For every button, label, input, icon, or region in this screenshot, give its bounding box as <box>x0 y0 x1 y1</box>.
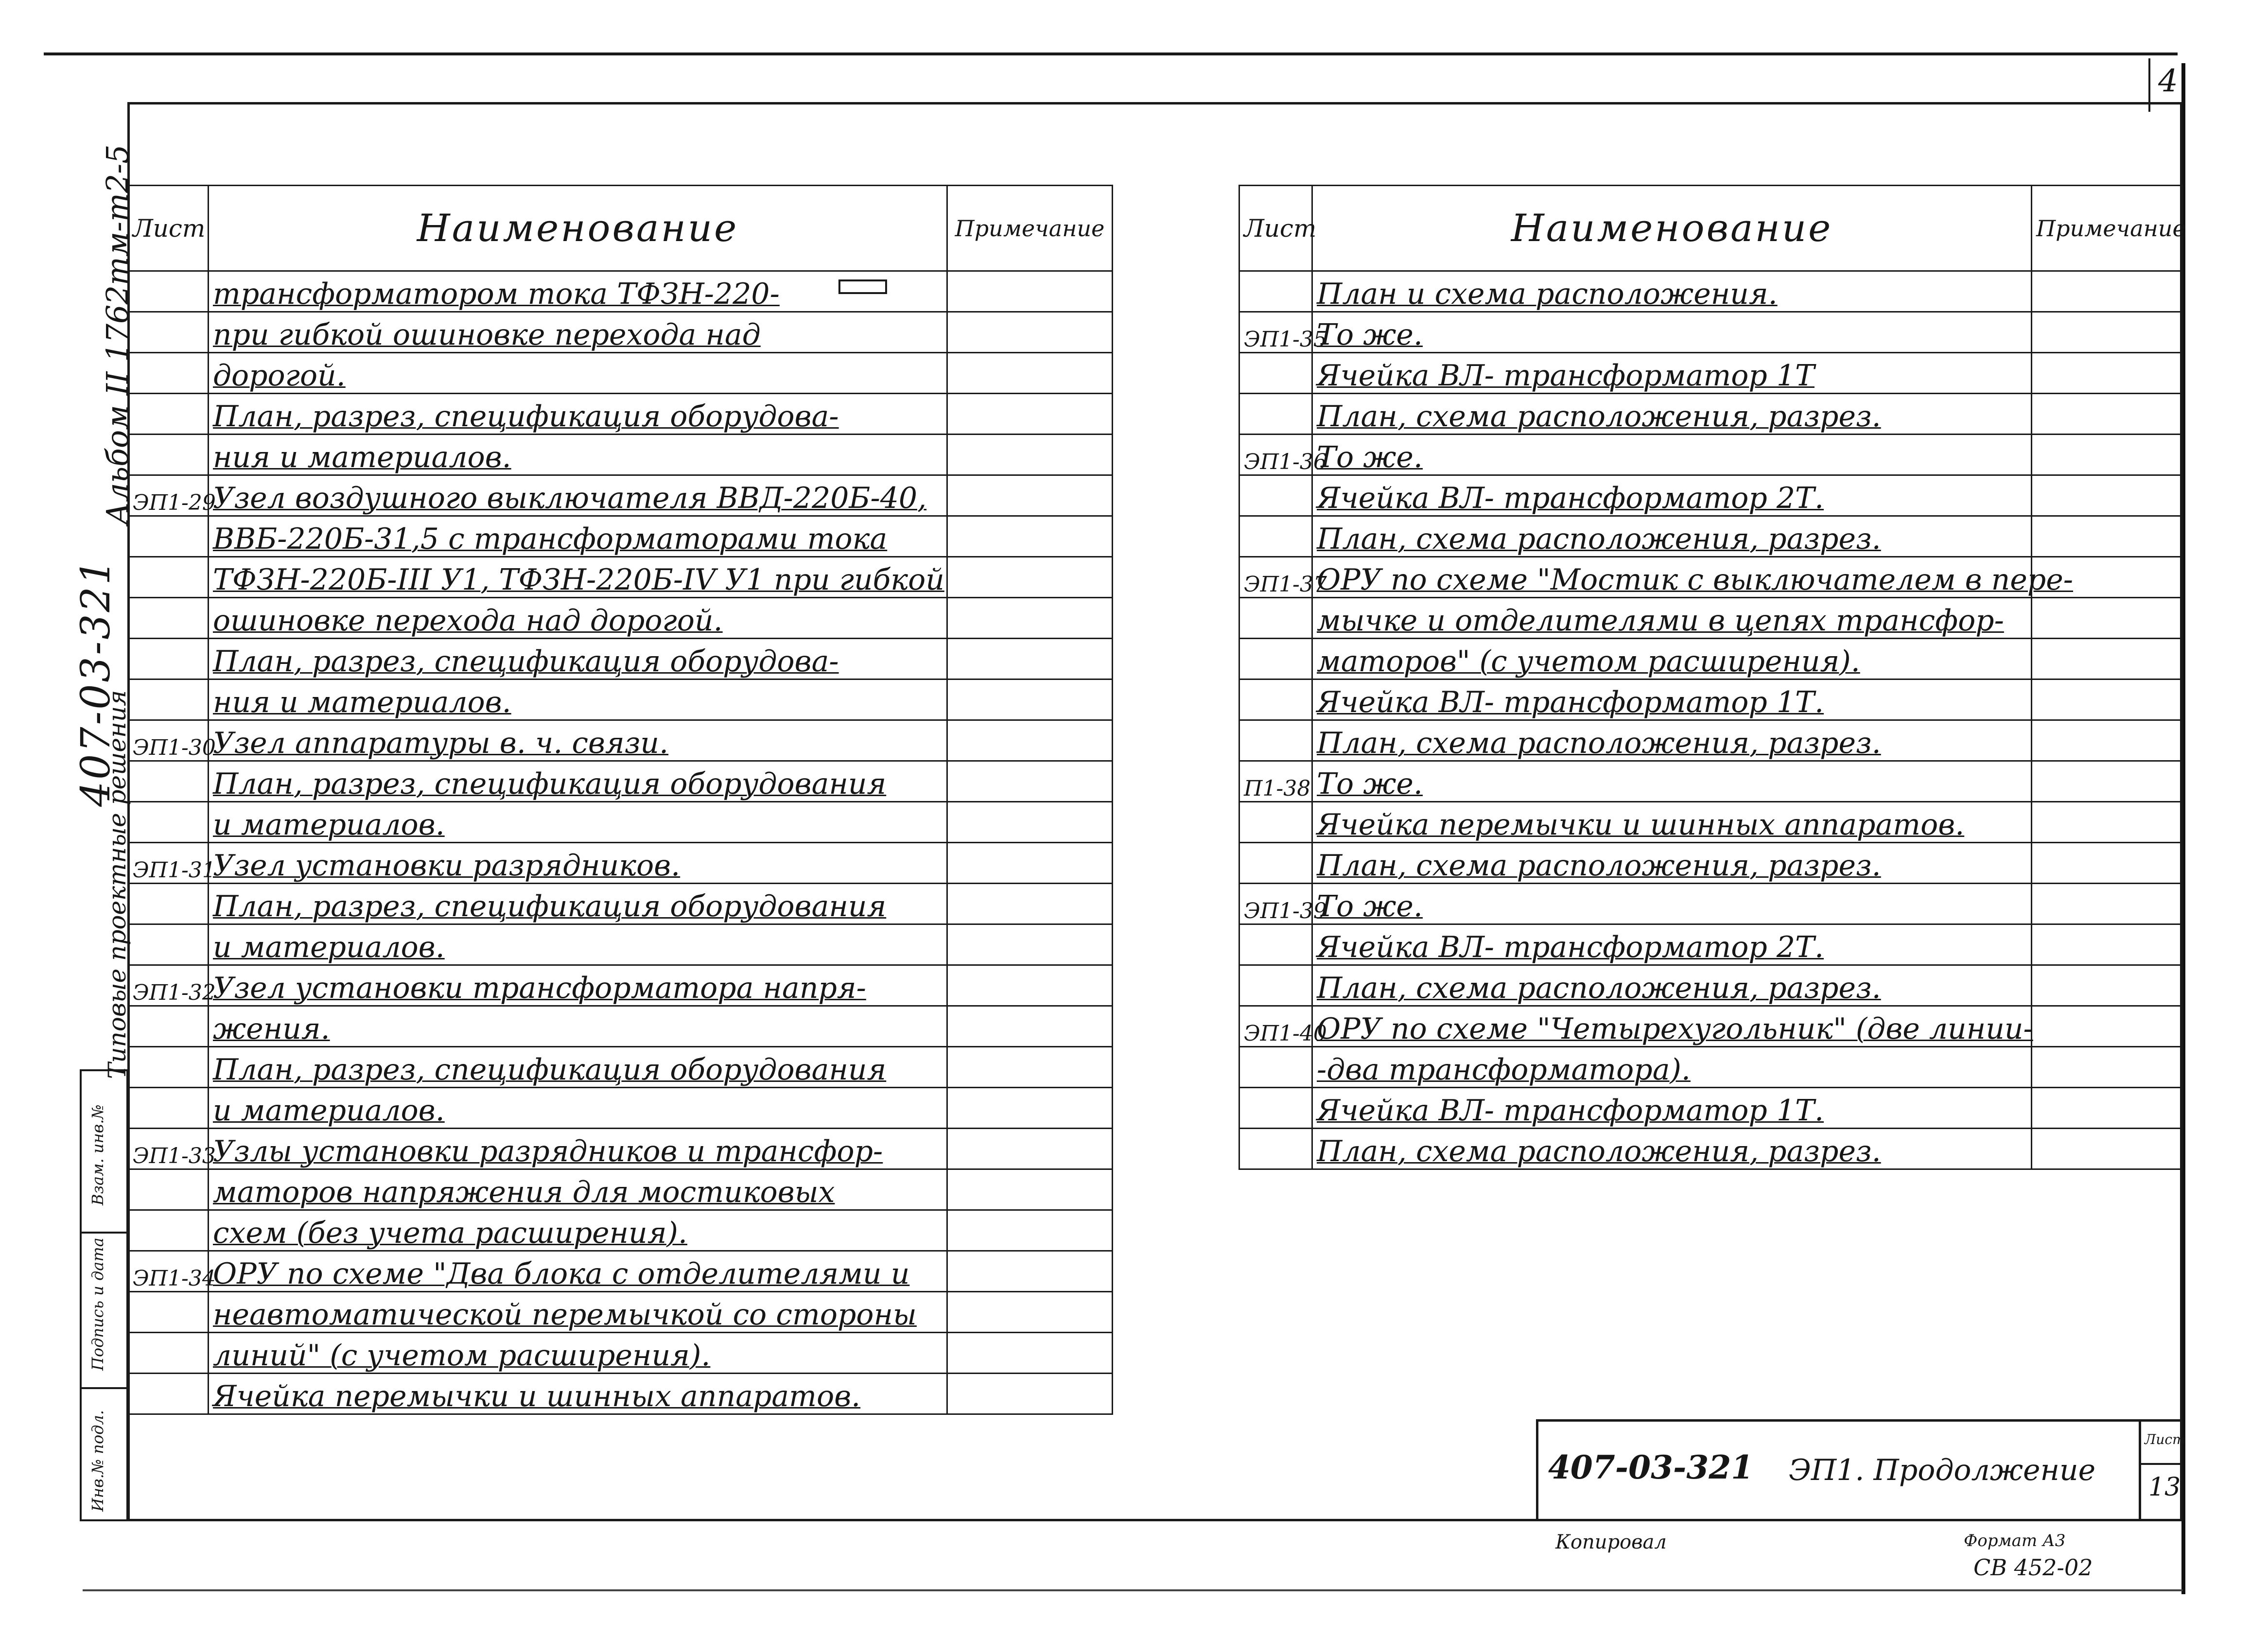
row-name <box>209 1251 947 1292</box>
row-name <box>209 1210 947 1251</box>
row-note <box>2032 679 2182 720</box>
row-name-text: План, схема расположения, разрез. <box>1317 522 1881 556</box>
row-sheet-code <box>128 312 209 353</box>
table-row <box>1239 679 2182 720</box>
table-row <box>1239 271 2182 312</box>
stamp-signature-date: Подпись и дата <box>88 1237 107 1371</box>
row-note <box>2032 516 2182 557</box>
row-sheet-code <box>128 394 209 435</box>
row-name-text: План, схема расположения, разрез. <box>1317 400 1881 434</box>
row-name <box>209 802 947 843</box>
row-sheet-code: ЭП1-32 <box>128 965 209 1006</box>
row-note <box>2032 1129 2182 1169</box>
row-name <box>1312 1129 2032 1169</box>
table-row <box>128 1169 1113 1210</box>
row-sheet-code <box>128 802 209 843</box>
row-note <box>2032 353 2182 394</box>
row-note <box>947 1333 1113 1374</box>
row-name <box>1312 965 2032 1006</box>
table-row <box>128 475 1113 516</box>
row-name-text: Ячейка ВЛ- трансформатор 1Т <box>1317 359 1815 393</box>
row-sheet-code <box>1239 475 1312 516</box>
title-block-code: 407-03-321 <box>1548 1448 1754 1486</box>
table-row <box>128 965 1113 1006</box>
row-sheet-code: П1-38 <box>1239 761 1312 802</box>
row-name <box>1312 353 2032 394</box>
table-row <box>128 1374 1113 1414</box>
row-name-text: План, схема расположения, разрез. <box>1317 1134 1881 1168</box>
row-name <box>209 598 947 639</box>
table-row <box>128 598 1113 639</box>
row-name-text: То же. <box>1317 318 1423 352</box>
row-name <box>209 516 947 557</box>
table-row <box>128 843 1113 884</box>
series-label: Типовые проектные решения <box>103 690 131 1079</box>
table-row <box>128 557 1113 598</box>
row-name-text: ОРУ по схеме "Два блока с отделителями и <box>213 1257 910 1291</box>
table-row <box>1239 557 2182 598</box>
table-row <box>1239 843 2182 884</box>
row-sheet-code <box>128 1006 209 1047</box>
row-note <box>2032 312 2182 353</box>
sheet-list-left <box>127 185 1113 1415</box>
row-note <box>947 843 1113 884</box>
row-name-text: и материалов. <box>213 808 445 842</box>
row-note <box>947 924 1113 965</box>
row-name <box>209 965 947 1006</box>
table-row <box>128 720 1113 761</box>
row-note <box>2032 720 2182 761</box>
row-name <box>1312 516 2032 557</box>
table-row <box>1239 761 2182 802</box>
row-sheet-code <box>1239 1088 1312 1129</box>
row-name-text: То же. <box>1317 767 1423 801</box>
row-name-text: ТФЗН-220Б-III У1, ТФЗН-220Б-IV У1 при гибкой <box>213 563 944 597</box>
row-note <box>947 1088 1113 1129</box>
row-name <box>1312 924 2032 965</box>
margin-document-code: 407-03-321 <box>73 557 119 807</box>
stamp-replaced-inv: Взам. инв.№ <box>88 1104 107 1205</box>
row-note <box>947 557 1113 598</box>
title-block-title: ЭП1. Продолжение <box>1789 1453 2096 1487</box>
table-row <box>128 679 1113 720</box>
row-sheet-code <box>128 516 209 557</box>
row-name <box>1312 843 2032 884</box>
row-name <box>1312 679 2032 720</box>
table-row <box>128 435 1113 475</box>
table-row <box>1239 924 2182 965</box>
row-name <box>209 720 947 761</box>
row-name-text: и материалов. <box>213 1094 445 1128</box>
row-note <box>947 1251 1113 1292</box>
row-name-text: схем (без учета расширения). <box>213 1216 688 1250</box>
row-note <box>2032 884 2182 924</box>
row-sheet-code <box>1239 924 1312 965</box>
row-name <box>209 1292 947 1333</box>
row-sheet-code <box>128 271 209 312</box>
row-sheet-code <box>128 598 209 639</box>
row-name <box>209 843 947 884</box>
row-name-text: линий" (с учетом расширения). <box>213 1339 711 1373</box>
row-name-text: Ячейка ВЛ- трансформатор 2Т. <box>1317 930 1824 964</box>
row-note <box>947 1129 1113 1169</box>
table-row <box>128 639 1113 679</box>
header-note: Примечание <box>2032 186 2182 271</box>
row-name-text: маторов" (с учетом расширения). <box>1317 644 1860 679</box>
row-name-text: дорогой. <box>213 359 346 393</box>
row-name <box>209 1333 947 1374</box>
row-name <box>1312 761 2032 802</box>
table-row <box>1239 802 2182 843</box>
row-name-text: План и схема расположения. <box>1317 277 1778 311</box>
row-name-text: План, разрез, спецификация оборудования <box>213 1053 887 1087</box>
table-row <box>1239 312 2182 353</box>
row-name-text: Узел установки трансформатора напря- <box>213 971 866 1005</box>
row-name-text: Узлы установки разрядников и трансфор- <box>213 1134 883 1168</box>
row-name <box>209 679 947 720</box>
row-name <box>209 884 947 924</box>
row-name-text: Ячейка перемычки и шинных аппаратов. <box>213 1379 861 1413</box>
row-name-text: Ячейка ВЛ- трансформатор 2Т. <box>1317 481 1824 515</box>
table-row <box>128 761 1113 802</box>
row-name <box>209 475 947 516</box>
row-name-text: План, разрез, спецификация оборудова- <box>213 644 839 679</box>
table-row <box>128 1210 1113 1251</box>
row-name-text: Узел воздушного выключателя ВВД-220Б-40, <box>213 481 927 515</box>
row-name-text: жения. <box>213 1012 330 1046</box>
row-sheet-code <box>1239 394 1312 435</box>
row-name-text: -два трансформатора). <box>1317 1053 1691 1087</box>
row-note <box>947 1292 1113 1333</box>
table-row <box>128 1088 1113 1129</box>
table-row <box>1239 475 2182 516</box>
row-name <box>1312 598 2032 639</box>
row-note <box>2032 394 2182 435</box>
row-note <box>947 475 1113 516</box>
table-row <box>128 884 1113 924</box>
table-row <box>128 1006 1113 1047</box>
row-note <box>947 720 1113 761</box>
row-name-text: План, разрез, спецификация оборудования <box>213 889 887 923</box>
table-header <box>128 186 1113 271</box>
row-sheet-code <box>128 353 209 394</box>
row-sheet-code <box>128 1333 209 1374</box>
copied-by-label: Копировал <box>1555 1531 1667 1553</box>
bottom-rule <box>83 1589 2182 1591</box>
row-name <box>209 1129 947 1169</box>
row-sheet-code <box>128 924 209 965</box>
table-row <box>1239 1088 2182 1129</box>
table-row <box>128 1251 1113 1292</box>
row-note <box>2032 1088 2182 1129</box>
row-note <box>947 1210 1113 1251</box>
row-name <box>209 557 947 598</box>
row-sheet-code <box>128 1169 209 1210</box>
row-sheet-code <box>128 1047 209 1088</box>
row-note <box>2032 761 2182 802</box>
row-name <box>1312 639 2032 679</box>
row-name-text: при гибкой ошиновке перехода над <box>213 318 761 352</box>
row-name-text: ния и материалов. <box>213 440 511 474</box>
table-row <box>1239 1006 2182 1047</box>
table-row <box>128 1333 1113 1374</box>
row-note <box>947 679 1113 720</box>
row-sheet-code <box>128 761 209 802</box>
row-name <box>209 1047 947 1088</box>
table-row <box>1239 394 2182 435</box>
row-sheet-code: ЭП1-34 <box>128 1251 209 1292</box>
table-row <box>1239 965 2182 1006</box>
row-name-text: План, схема расположения, разрез. <box>1317 726 1881 760</box>
table-row <box>128 1292 1113 1333</box>
row-name-text: Ячейка перемычки и шинных аппаратов. <box>1317 808 1965 842</box>
header-name: Наименование <box>209 186 947 271</box>
row-sheet-code <box>1239 802 1312 843</box>
table-header <box>1239 186 2182 271</box>
row-note <box>2032 598 2182 639</box>
row-name <box>1312 1006 2032 1047</box>
row-sheet-code <box>128 884 209 924</box>
row-sheet-code: ЭП1-40 <box>1239 1006 1312 1047</box>
table-row <box>128 1047 1113 1088</box>
header-sheet: Лист <box>128 186 209 271</box>
row-note <box>947 1047 1113 1088</box>
row-name-text: План, схема расположения, разрез. <box>1317 849 1881 883</box>
row-sheet-code: ЭП1-30 <box>128 720 209 761</box>
row-name-text: ВВБ-220Б-31,5 с трансформаторами тока <box>213 522 888 556</box>
row-sheet-code <box>128 1374 209 1414</box>
row-sheet-code <box>1239 720 1312 761</box>
row-name-text: трансформатором тока ТФЗН-220- <box>213 277 780 311</box>
row-name-text: План, разрез, спецификация оборудова- <box>213 400 839 434</box>
row-sheet-code <box>128 557 209 598</box>
row-note <box>947 1374 1113 1414</box>
row-name-text: Ячейка ВЛ- трансформатор 1Т. <box>1317 1094 1824 1128</box>
table-row <box>1239 1047 2182 1088</box>
row-name <box>209 394 947 435</box>
table-row <box>128 271 1113 312</box>
row-sheet-code: ЭП1-39 <box>1239 884 1312 924</box>
row-sheet-code <box>128 679 209 720</box>
row-sheet-code: ЭП1-36 <box>1239 435 1312 475</box>
table-row <box>128 353 1113 394</box>
row-name <box>1312 1047 2032 1088</box>
row-note <box>947 353 1113 394</box>
table-row <box>128 516 1113 557</box>
row-sheet-code <box>1239 271 1312 312</box>
row-name <box>209 761 947 802</box>
row-name-text: ния и материалов. <box>213 685 511 719</box>
row-name <box>209 1088 947 1129</box>
row-note <box>947 884 1113 924</box>
row-name-text: То же. <box>1317 889 1423 923</box>
top-rule <box>44 52 2178 55</box>
row-note <box>947 394 1113 435</box>
row-name <box>1312 475 2032 516</box>
page-corner-number: 4 <box>2158 63 2178 99</box>
table-row <box>1239 435 2182 475</box>
table-row <box>1239 1129 2182 1169</box>
row-sheet-code <box>1239 353 1312 394</box>
row-note <box>2032 639 2182 679</box>
album-label: Альбом II 1762тм-т2-5 <box>100 144 135 525</box>
row-sheet-code <box>128 639 209 679</box>
row-note <box>2032 271 2182 312</box>
row-name-text: Узел аппаратуры в. ч. связи. <box>213 726 669 760</box>
row-name <box>1312 1088 2032 1129</box>
row-name <box>209 435 947 475</box>
row-name-text: План, схема расположения, разрез. <box>1317 971 1881 1005</box>
title-block-sheet-number: 13 <box>2148 1473 2181 1502</box>
row-sheet-code <box>1239 1129 1312 1169</box>
row-sheet-code <box>1239 639 1312 679</box>
row-sheet-code <box>128 435 209 475</box>
row-note <box>947 598 1113 639</box>
row-name <box>1312 394 2032 435</box>
row-note <box>947 312 1113 353</box>
row-name <box>209 312 947 353</box>
row-sheet-code <box>1239 516 1312 557</box>
row-sheet-code: ЭП1-33 <box>128 1129 209 1169</box>
blank-box-icon <box>838 279 887 294</box>
sheet-list-right <box>1239 185 2186 1170</box>
row-name <box>209 1006 947 1047</box>
format-label: Формат А3 <box>1964 1531 2066 1550</box>
table-row <box>128 394 1113 435</box>
stamp-original-inv: Инв.№ подл. <box>88 1410 107 1512</box>
row-name <box>1312 271 2032 312</box>
table-row <box>1239 353 2182 394</box>
row-note <box>2032 475 2182 516</box>
table-row <box>1239 516 2182 557</box>
table-row <box>128 312 1113 353</box>
row-name-text: маторов напряжения для мостиковых <box>213 1175 835 1209</box>
row-sheet-code <box>1239 965 1312 1006</box>
row-note <box>947 1169 1113 1210</box>
row-name <box>209 271 947 312</box>
row-name-text: То же. <box>1317 440 1423 474</box>
row-name-text: ОРУ по схеме "Мостик с выключателем в пере- <box>1317 563 2073 597</box>
header-note: Примечание <box>947 186 1113 271</box>
row-name <box>209 1374 947 1414</box>
row-note <box>2032 1047 2182 1088</box>
row-sheet-code: ЭП1-29 <box>128 475 209 516</box>
row-note <box>947 965 1113 1006</box>
row-sheet-code <box>1239 843 1312 884</box>
row-sheet-code <box>1239 1047 1312 1088</box>
header-sheet: Лист <box>1239 186 1312 271</box>
row-note <box>947 271 1113 312</box>
row-note <box>947 639 1113 679</box>
row-note <box>947 516 1113 557</box>
row-note <box>947 761 1113 802</box>
row-sheet-code: ЭП1-37 <box>1239 557 1312 598</box>
row-name <box>1312 435 2032 475</box>
row-name <box>209 924 947 965</box>
row-name <box>1312 802 2032 843</box>
row-name-text: ОРУ по схеме "Четырехугольник" (две линии- <box>1317 1012 2033 1046</box>
header-name: Наименование <box>1312 186 2032 271</box>
row-name <box>1312 312 2032 353</box>
row-name <box>209 353 947 394</box>
row-name <box>209 639 947 679</box>
table-row <box>1239 884 2182 924</box>
row-name <box>1312 720 2032 761</box>
row-name-text: ошиновке перехода над дорогой. <box>213 604 723 638</box>
row-note <box>2032 924 2182 965</box>
row-sheet-code <box>128 1292 209 1333</box>
row-name-text: и материалов. <box>213 930 445 964</box>
row-name-text: План, разрез, спецификация оборудования <box>213 767 887 801</box>
row-note <box>2032 1006 2182 1047</box>
row-sheet-code: ЭП1-31 <box>128 843 209 884</box>
row-note <box>947 435 1113 475</box>
row-note <box>2032 965 2182 1006</box>
archive-stamp: СВ 452-02 <box>1973 1554 2093 1581</box>
row-name <box>1312 557 2073 598</box>
table-row <box>128 802 1113 843</box>
table-row <box>128 1129 1113 1169</box>
row-name-text: неавтоматической перемычкой со стороны <box>213 1298 917 1332</box>
table-row <box>1239 639 2182 679</box>
row-sheet-code <box>128 1088 209 1129</box>
row-name <box>209 1169 947 1210</box>
row-note <box>2032 843 2182 884</box>
row-sheet-code <box>1239 679 1312 720</box>
table-row <box>1239 720 2182 761</box>
table-row <box>128 924 1113 965</box>
row-sheet-code <box>1239 598 1312 639</box>
row-note <box>2032 802 2182 843</box>
row-note <box>947 1006 1113 1047</box>
title-block-sheet-label: Лист <box>2145 1431 2185 1447</box>
row-name-text: Ячейка ВЛ- трансформатор 1Т. <box>1317 685 1824 719</box>
row-name-text: мычке и отделителями в цепях трансфор- <box>1317 604 2004 638</box>
row-sheet-code <box>128 1210 209 1251</box>
table-row <box>1239 598 2182 639</box>
row-sheet-code: ЭП1-35 <box>1239 312 1312 353</box>
row-name <box>1312 884 2032 924</box>
row-note <box>947 802 1113 843</box>
row-name-text: Узел установки разрядников. <box>213 849 680 883</box>
row-note <box>2032 435 2182 475</box>
